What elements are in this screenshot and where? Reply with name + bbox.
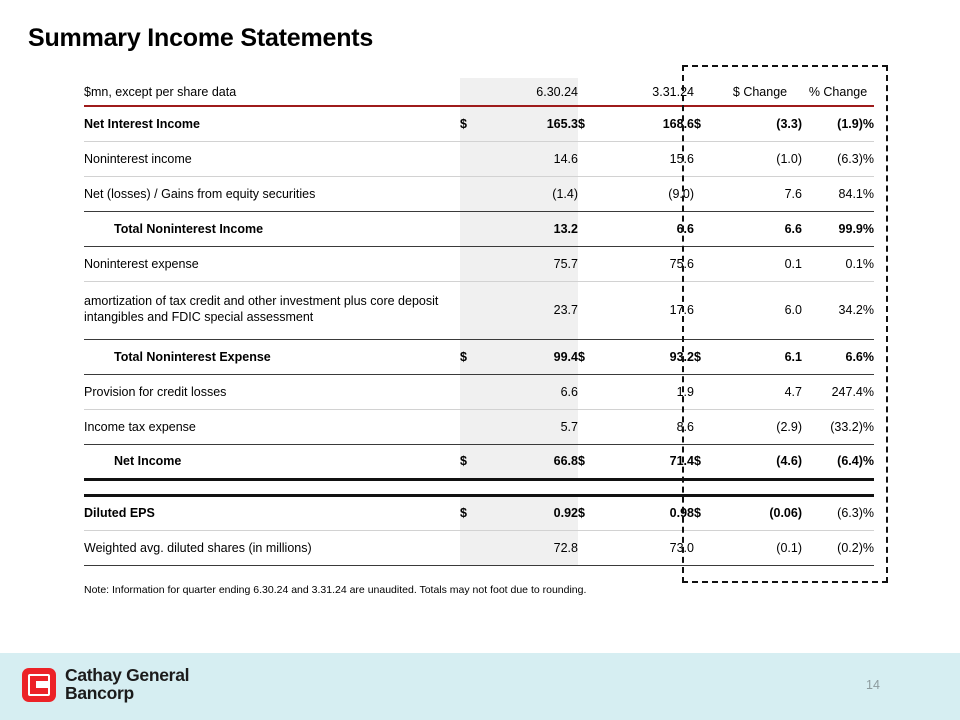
table-header-row bbox=[84, 78, 874, 106]
section-gap-cell bbox=[802, 479, 874, 495]
row-label: Net Income bbox=[84, 444, 460, 479]
row-currency-symbol-prior bbox=[578, 176, 604, 211]
row-value-dollar-change: (3.3) bbox=[718, 106, 802, 141]
table-footnote: Note: Information for quarter ending 6.30.24 and 3.31.24 are unaudited. Totals may not foot due to rounding. bbox=[84, 584, 587, 596]
section-gap-cell bbox=[578, 479, 604, 495]
row-value-current: 66.8 bbox=[486, 444, 578, 479]
page-number: 14 bbox=[866, 678, 880, 692]
column-header-period-current: 6.30.24 bbox=[486, 78, 578, 106]
row-value-percent-change: 6.6% bbox=[802, 339, 874, 374]
table-row bbox=[84, 246, 874, 281]
row-value-percent-change: 0.1% bbox=[802, 246, 874, 281]
row-value-percent-change: (33.2)% bbox=[802, 409, 874, 444]
row-value-current: (1.4) bbox=[486, 176, 578, 211]
row-label: Noninterest income bbox=[84, 141, 460, 176]
table-row bbox=[84, 409, 874, 444]
row-value-prior: 17.6 bbox=[604, 281, 694, 339]
table-row bbox=[84, 530, 874, 565]
row-value-prior: 73.0 bbox=[604, 530, 694, 565]
row-currency-symbol-change bbox=[694, 530, 718, 565]
header-spacer-a bbox=[460, 78, 486, 106]
cathay-bancorp-logo-icon bbox=[22, 668, 56, 702]
row-currency-symbol-prior bbox=[578, 374, 604, 409]
header-spacer-c bbox=[694, 78, 718, 106]
section-gap-cell bbox=[84, 479, 460, 495]
row-label: Income tax expense bbox=[84, 409, 460, 444]
brand-logo bbox=[22, 667, 189, 703]
row-value-current: 99.4 bbox=[486, 339, 578, 374]
row-value-prior: 6.6 bbox=[604, 211, 694, 246]
table-row bbox=[84, 339, 874, 374]
row-currency-symbol-current bbox=[460, 141, 486, 176]
row-currency-symbol-current: $ bbox=[460, 444, 486, 479]
row-currency-symbol-change bbox=[694, 374, 718, 409]
table-row bbox=[84, 374, 874, 409]
section-gap-cell bbox=[486, 479, 578, 495]
row-currency-symbol-change: $ bbox=[694, 444, 718, 479]
row-value-percent-change: (6.3)% bbox=[802, 495, 874, 530]
row-label: Noninterest expense bbox=[84, 246, 460, 281]
row-value-prior: 93.2 bbox=[604, 339, 694, 374]
row-currency-symbol-change bbox=[694, 246, 718, 281]
page-title: Summary Income Statements bbox=[28, 24, 374, 52]
row-value-dollar-change: 0.1 bbox=[718, 246, 802, 281]
row-value-dollar-change: 7.6 bbox=[718, 176, 802, 211]
row-currency-symbol-current bbox=[460, 530, 486, 565]
row-currency-symbol-current: $ bbox=[460, 106, 486, 141]
row-currency-symbol-change: $ bbox=[694, 106, 718, 141]
row-currency-symbol-current bbox=[460, 409, 486, 444]
row-value-dollar-change: 4.7 bbox=[718, 374, 802, 409]
row-currency-symbol-prior bbox=[578, 409, 604, 444]
table-row bbox=[84, 141, 874, 176]
row-currency-symbol-prior bbox=[578, 211, 604, 246]
row-currency-symbol-prior: $ bbox=[578, 106, 604, 141]
row-value-current: 0.92 bbox=[486, 495, 578, 530]
row-value-prior: 8.6 bbox=[604, 409, 694, 444]
row-value-current: 75.7 bbox=[486, 246, 578, 281]
row-value-dollar-change: (0.1) bbox=[718, 530, 802, 565]
row-currency-symbol-prior bbox=[578, 246, 604, 281]
logo-line-2: Bancorp bbox=[65, 682, 134, 703]
row-value-percent-change: (6.3)% bbox=[802, 141, 874, 176]
row-value-dollar-change: (4.6) bbox=[718, 444, 802, 479]
row-label: Total Noninterest Expense bbox=[84, 339, 460, 374]
row-currency-symbol-change bbox=[694, 141, 718, 176]
row-value-dollar-change: (1.0) bbox=[718, 141, 802, 176]
row-value-percent-change: (1.9)% bbox=[802, 106, 874, 141]
table-row bbox=[84, 495, 874, 530]
row-value-current: 13.2 bbox=[486, 211, 578, 246]
row-value-dollar-change: 6.1 bbox=[718, 339, 802, 374]
row-currency-symbol-prior bbox=[578, 141, 604, 176]
header-spacer-b bbox=[578, 78, 604, 106]
section-gap-cell bbox=[718, 479, 802, 495]
row-value-prior: 75.6 bbox=[604, 246, 694, 281]
table-row bbox=[84, 281, 874, 339]
row-label: Diluted EPS bbox=[84, 495, 460, 530]
row-value-prior: 15.6 bbox=[604, 141, 694, 176]
row-value-percent-change: 34.2% bbox=[802, 281, 874, 339]
row-currency-symbol-prior: $ bbox=[578, 444, 604, 479]
income-statement-table-container bbox=[84, 78, 874, 566]
row-label: Provision for credit losses bbox=[84, 374, 460, 409]
column-header-label: $mn, except per share data bbox=[84, 78, 460, 106]
column-header-dollar-change: $ Change bbox=[718, 78, 802, 106]
row-value-percent-change: (0.2)% bbox=[802, 530, 874, 565]
row-value-dollar-change: 6.0 bbox=[718, 281, 802, 339]
row-value-percent-change: 84.1% bbox=[802, 176, 874, 211]
section-gap-cell bbox=[460, 479, 486, 495]
row-currency-symbol-current bbox=[460, 246, 486, 281]
section-gap-row bbox=[84, 479, 874, 495]
row-value-percent-change: 99.9% bbox=[802, 211, 874, 246]
row-currency-symbol-current bbox=[460, 374, 486, 409]
table-row bbox=[84, 176, 874, 211]
row-value-current: 165.3 bbox=[486, 106, 578, 141]
row-currency-symbol-prior: $ bbox=[578, 495, 604, 530]
logo-line-1: Cathay General bbox=[65, 665, 190, 685]
row-currency-symbol-current: $ bbox=[460, 495, 486, 530]
row-currency-symbol-prior bbox=[578, 530, 604, 565]
table-row bbox=[84, 211, 874, 246]
row-value-current: 5.7 bbox=[486, 409, 578, 444]
logo-wordmark bbox=[65, 667, 189, 703]
row-value-percent-change: 247.4% bbox=[802, 374, 874, 409]
section-gap-cell bbox=[694, 479, 718, 495]
table-row bbox=[84, 106, 874, 141]
row-currency-symbol-current bbox=[460, 211, 486, 246]
row-value-prior: (9.0) bbox=[604, 176, 694, 211]
income-statement-table bbox=[84, 78, 874, 566]
row-value-current: 72.8 bbox=[486, 530, 578, 565]
row-value-prior: 0.98 bbox=[604, 495, 694, 530]
row-value-current: 23.7 bbox=[486, 281, 578, 339]
row-currency-symbol-change: $ bbox=[694, 339, 718, 374]
row-currency-symbol-current bbox=[460, 281, 486, 339]
row-value-dollar-change: (2.9) bbox=[718, 409, 802, 444]
row-value-dollar-change: 6.6 bbox=[718, 211, 802, 246]
section-gap-cell bbox=[604, 479, 694, 495]
row-currency-symbol-change: $ bbox=[694, 495, 718, 530]
table-row bbox=[84, 444, 874, 479]
row-currency-symbol-change bbox=[694, 176, 718, 211]
row-value-prior: 71.4 bbox=[604, 444, 694, 479]
row-value-current: 14.6 bbox=[486, 141, 578, 176]
row-label: Net (losses) / Gains from equity securities bbox=[84, 176, 460, 211]
row-currency-symbol-current: $ bbox=[460, 339, 486, 374]
row-value-percent-change: (6.4)% bbox=[802, 444, 874, 479]
row-label: Weighted avg. diluted shares (in millions) bbox=[84, 530, 460, 565]
row-label: amortization of tax credit and other investment plus core deposit intangibles and FDIC special assessment bbox=[84, 281, 460, 339]
row-currency-symbol-prior: $ bbox=[578, 339, 604, 374]
row-value-current: 6.6 bbox=[486, 374, 578, 409]
row-currency-symbol-prior bbox=[578, 281, 604, 339]
row-label: Total Noninterest Income bbox=[84, 211, 460, 246]
row-value-dollar-change: (0.06) bbox=[718, 495, 802, 530]
row-currency-symbol-change bbox=[694, 409, 718, 444]
row-value-prior: 1.9 bbox=[604, 374, 694, 409]
row-currency-symbol-current bbox=[460, 176, 486, 211]
row-currency-symbol-change bbox=[694, 211, 718, 246]
row-value-prior: 168.6 bbox=[604, 106, 694, 141]
row-currency-symbol-change bbox=[694, 281, 718, 339]
column-header-percent-change: % Change bbox=[802, 78, 874, 106]
column-header-period-prior: 3.31.24 bbox=[604, 78, 694, 106]
row-label: Net Interest Income bbox=[84, 106, 460, 141]
